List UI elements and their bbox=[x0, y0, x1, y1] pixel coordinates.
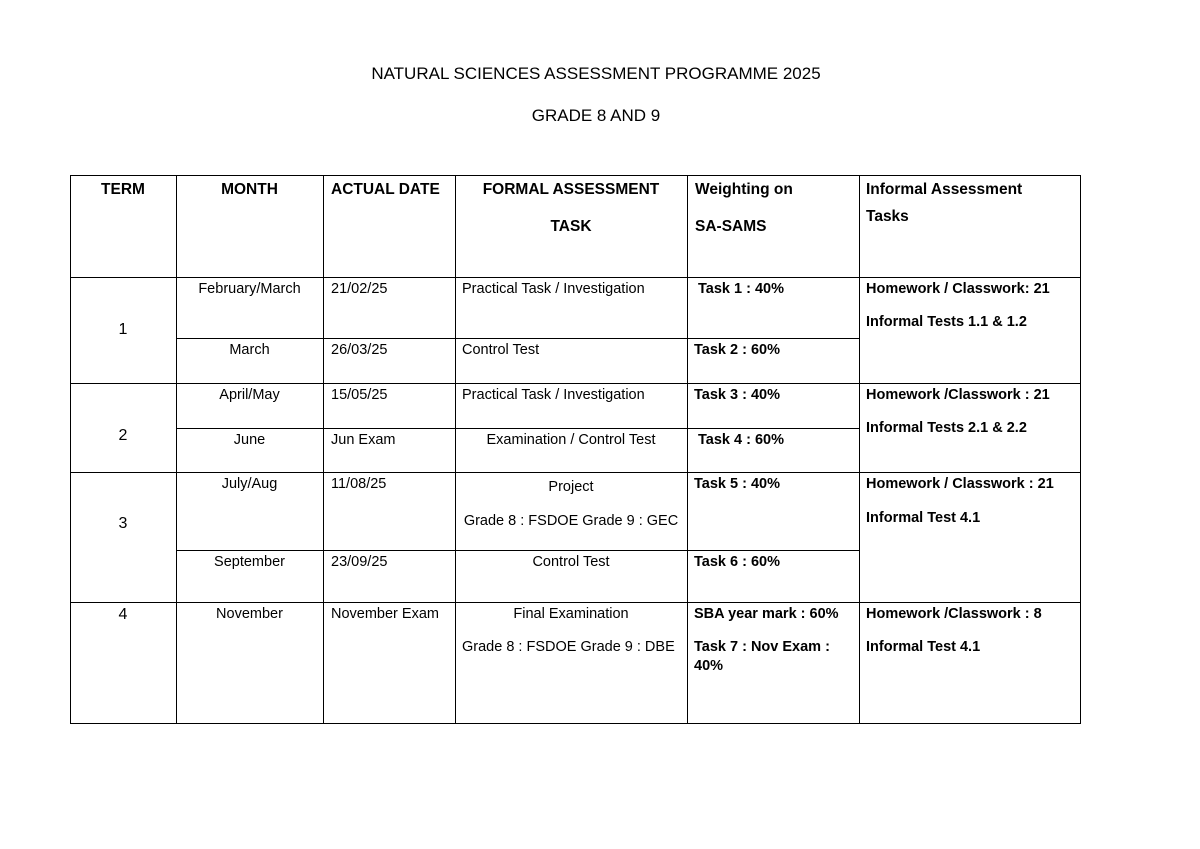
header-actual-date: ACTUAL DATE bbox=[331, 181, 440, 198]
month-cell: February/March bbox=[198, 281, 301, 297]
document-title: NATURAL SCIENCES ASSESSMENT PROGRAMME 2025 bbox=[371, 64, 821, 83]
table-border-bottom bbox=[70, 723, 1081, 724]
term-number: 2 bbox=[118, 427, 128, 444]
weighting-cell: Task 2 : 60% bbox=[694, 342, 780, 358]
informal-cell: Homework /Classwork : 21 bbox=[866, 387, 1050, 403]
task-cell: Control Test bbox=[532, 554, 610, 570]
informal-cell: Homework /Classwork : 8 bbox=[866, 606, 1042, 622]
term-number: 3 bbox=[118, 515, 128, 532]
weighting-cell-detail: Task 7 : Nov Exam : 40% bbox=[694, 639, 830, 674]
weighting-cell: Task 3 : 40% bbox=[694, 387, 780, 403]
task-cell: Practical Task / Investigation bbox=[462, 281, 645, 297]
header-term: TERM bbox=[101, 181, 145, 198]
row-divider bbox=[70, 383, 1081, 384]
header-weighting: Weighting on bbox=[695, 181, 793, 198]
document-subtitle: GRADE 8 AND 9 bbox=[531, 106, 661, 125]
header-formal-task: FORMAL ASSESSMENT bbox=[482, 181, 660, 198]
date-cell: 11/08/25 bbox=[331, 476, 387, 492]
column-divider bbox=[323, 175, 324, 724]
date-cell: 26/03/25 bbox=[331, 342, 388, 358]
weighting-cell: SBA year mark : 60% bbox=[694, 606, 839, 622]
row-divider bbox=[70, 602, 1081, 603]
header-month: MONTH bbox=[221, 181, 278, 198]
term-number: 1 bbox=[118, 321, 128, 338]
table-border-top bbox=[70, 175, 1081, 176]
date-cell: 15/05/25 bbox=[331, 387, 388, 403]
informal-cell: Homework / Classwork: 21 bbox=[866, 281, 1050, 297]
informal-cell: Informal Tests 2.1 & 2.2 bbox=[866, 420, 1027, 436]
informal-cell: Informal Test 4.1 bbox=[866, 510, 981, 526]
informal-cell: Homework / Classwork : 21 bbox=[866, 476, 1054, 492]
row-divider bbox=[70, 277, 1081, 278]
month-cell: November bbox=[216, 606, 283, 622]
month-cell: March bbox=[229, 342, 270, 358]
weighting-cell: Task 5 : 40% bbox=[694, 476, 780, 492]
assessment-table bbox=[70, 175, 1081, 725]
informal-cell: Informal Tests 1.1 & 1.2 bbox=[866, 314, 1027, 330]
date-cell: Jun Exam bbox=[331, 432, 396, 448]
weighting-cell: Task 6 : 60% bbox=[694, 554, 780, 570]
month-cell: June bbox=[233, 432, 266, 448]
row-divider bbox=[176, 428, 859, 429]
task-cell: Examination / Control Test bbox=[486, 432, 656, 448]
task-cell-detail: Grade 8 : FSDOE Grade 9 : GEC bbox=[463, 513, 679, 529]
header-formal-task-line2: TASK bbox=[550, 218, 592, 235]
task-cell: Project bbox=[548, 479, 594, 495]
task-cell: Final Examination bbox=[513, 606, 629, 622]
task-cell: Practical Task / Investigation bbox=[462, 387, 645, 403]
column-divider bbox=[859, 175, 860, 724]
date-cell: November Exam bbox=[331, 606, 439, 622]
informal-cell: Informal Test 4.1 bbox=[866, 639, 981, 655]
row-divider bbox=[70, 472, 1081, 473]
task-cell: Control Test bbox=[462, 342, 540, 358]
date-cell: 23/09/25 bbox=[331, 554, 388, 570]
table-border-left bbox=[70, 175, 71, 724]
column-divider bbox=[687, 175, 688, 724]
row-divider bbox=[176, 338, 859, 339]
weighting-cell: Task 1 : 40% bbox=[698, 281, 784, 297]
month-cell: September bbox=[214, 554, 285, 570]
month-cell: April/May bbox=[219, 387, 280, 403]
table-border-right bbox=[1080, 175, 1081, 724]
weighting-cell: Task 4 : 60% bbox=[698, 432, 784, 448]
term-number: 4 bbox=[118, 606, 128, 623]
date-cell: 21/02/25 bbox=[331, 281, 388, 297]
header-weighting-line2: SA-SAMS bbox=[695, 218, 767, 235]
header-informal: Informal Assessment bbox=[866, 181, 1023, 198]
row-divider bbox=[176, 550, 859, 551]
header-informal-line2: Tasks bbox=[866, 208, 909, 225]
month-cell: July/Aug bbox=[221, 476, 278, 492]
task-cell-detail: Grade 8 : FSDOE Grade 9 : DBE bbox=[462, 639, 675, 655]
